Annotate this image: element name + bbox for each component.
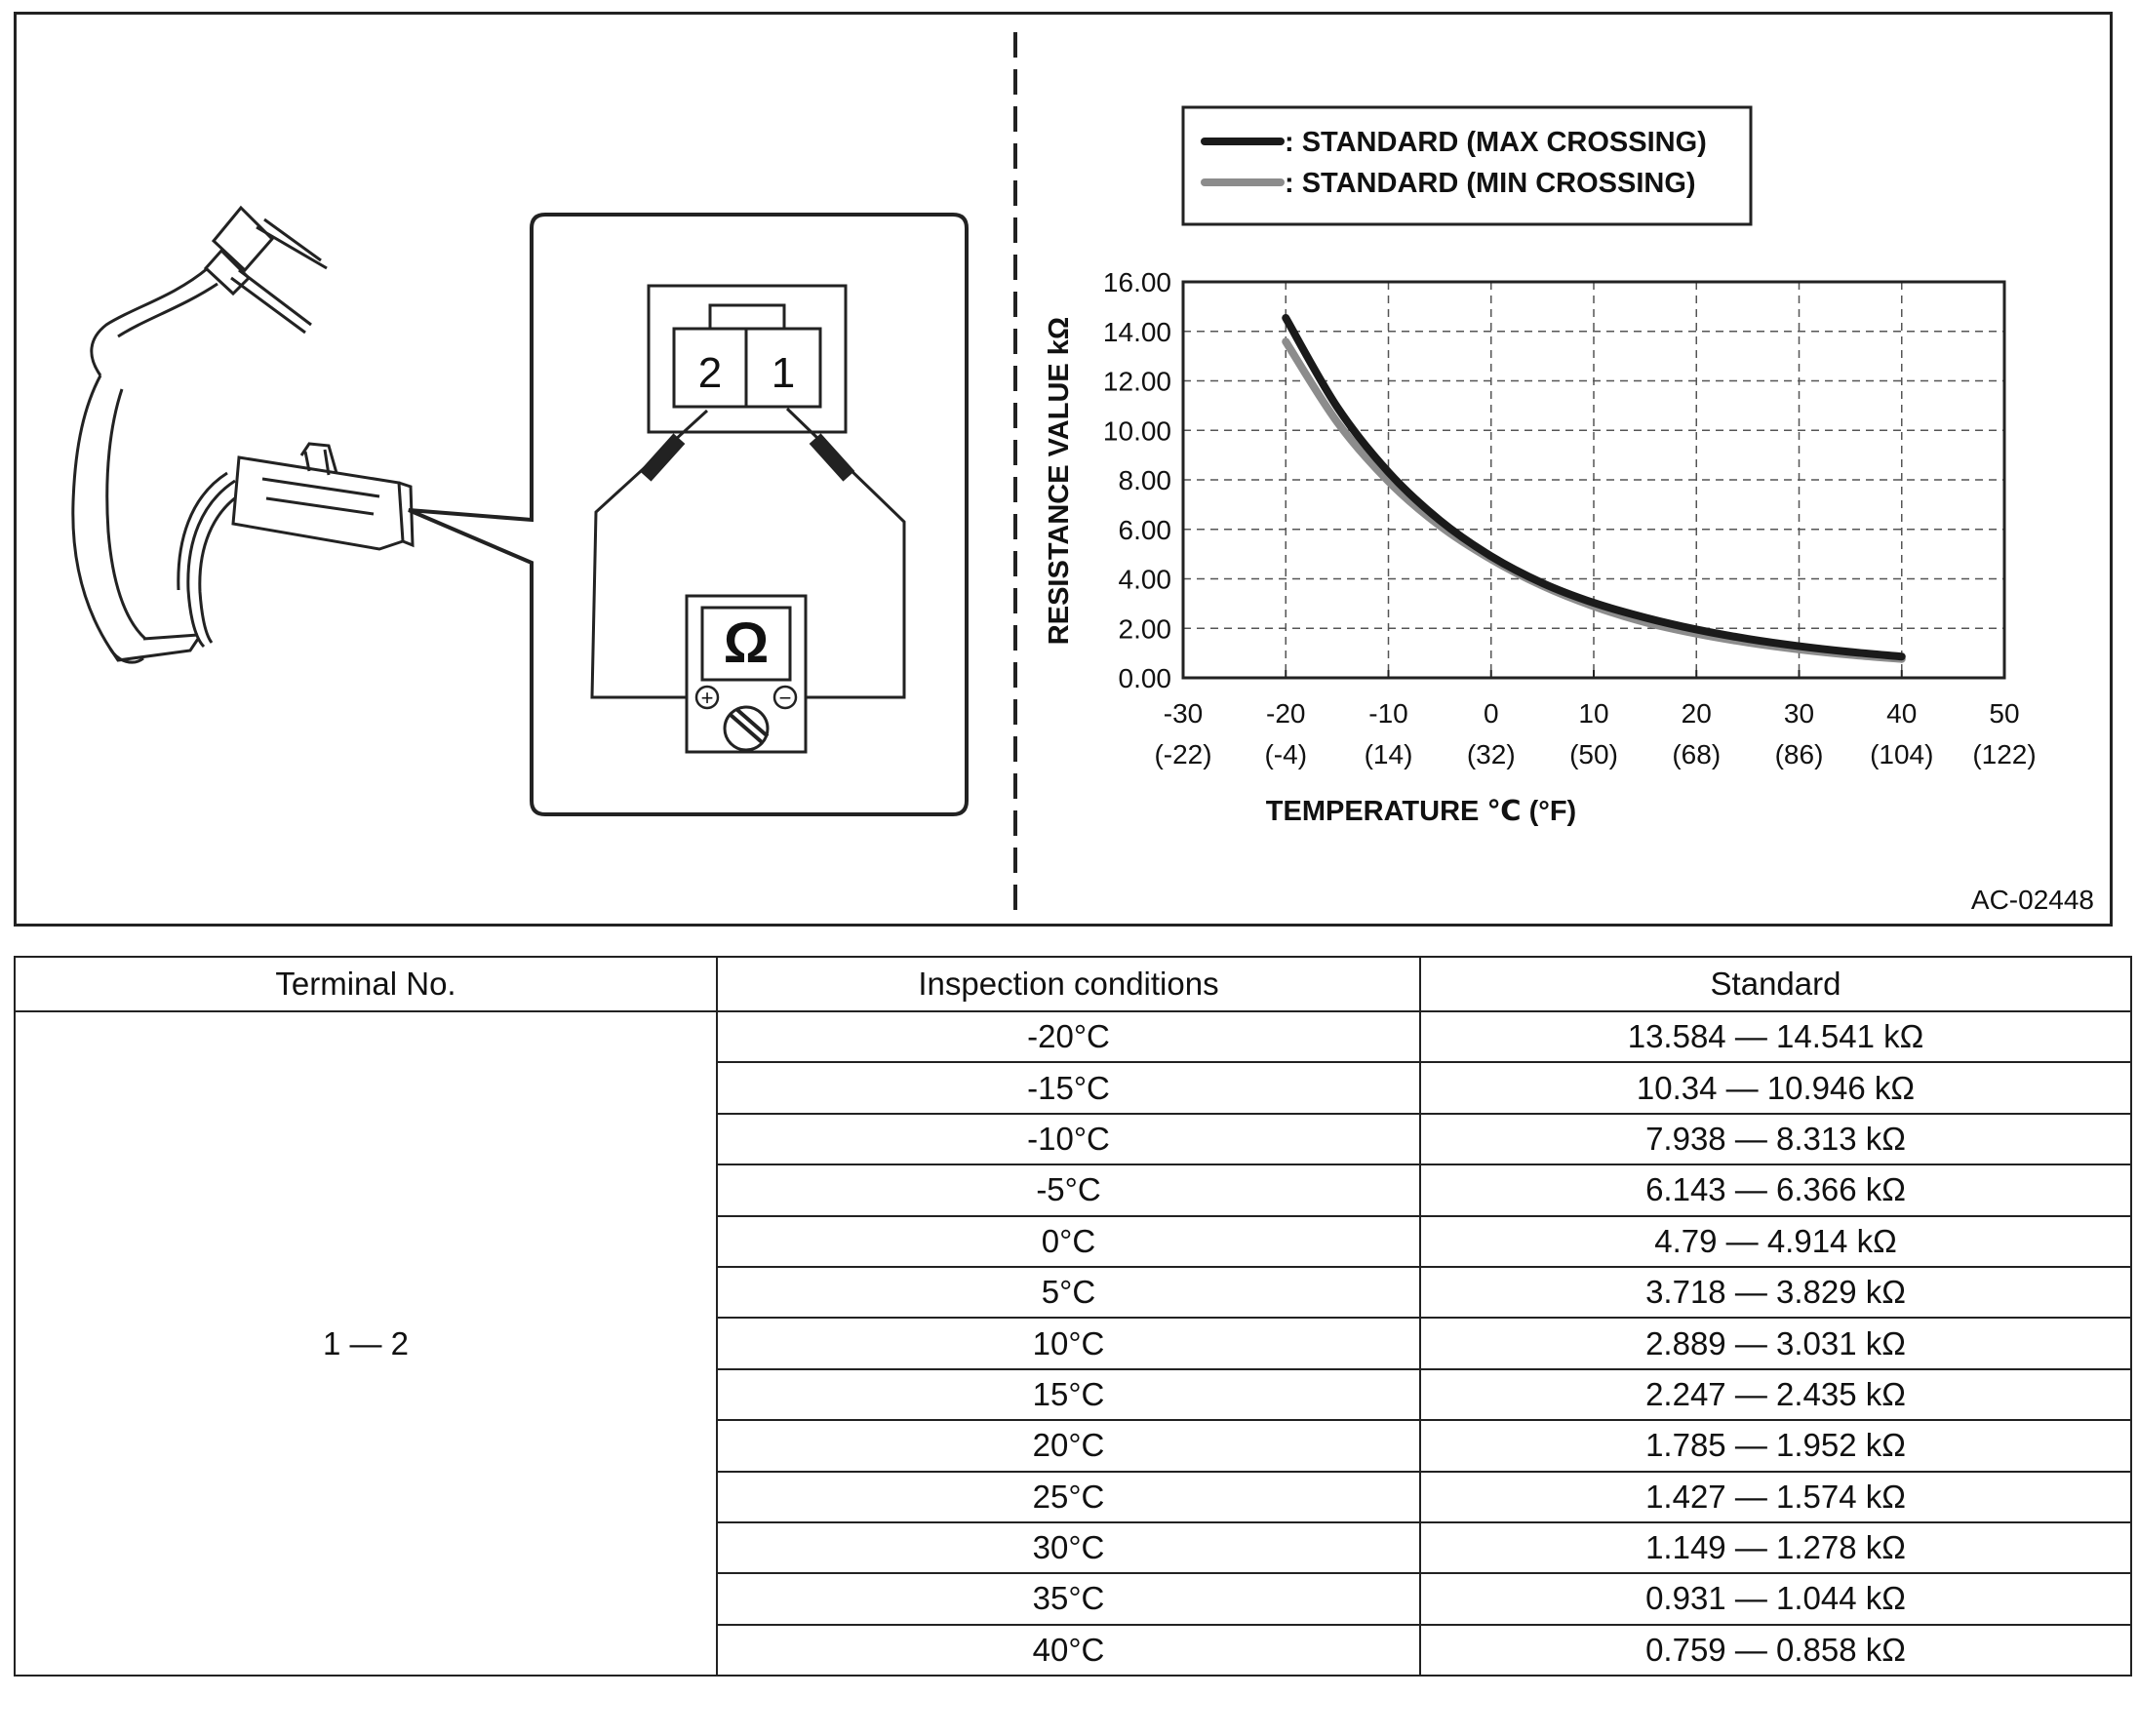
x-tick-label-f: (14) bbox=[1364, 739, 1413, 769]
x-tick-label-f: (122) bbox=[1972, 739, 2037, 769]
standard-cell: 2.247 — 2.435 kΩ bbox=[1420, 1369, 2131, 1420]
condition-cell: 30°C bbox=[717, 1522, 1420, 1573]
condition-cell: -15°C bbox=[717, 1062, 1420, 1113]
standard-cell: 7.938 — 8.313 kΩ bbox=[1420, 1114, 2131, 1164]
figure-code-label: AC-02448 bbox=[1970, 885, 2094, 915]
figure-panel bbox=[14, 12, 2113, 927]
x-tick-label-f: (68) bbox=[1672, 739, 1722, 769]
y-tick-label: 8.00 bbox=[1118, 465, 1171, 495]
x-tick-label-f: (50) bbox=[1569, 739, 1618, 769]
x-tick-label: 0 bbox=[1483, 698, 1499, 729]
figure-svg bbox=[17, 15, 2110, 924]
pin-1-label: 1 bbox=[771, 349, 796, 397]
condition-cell: 0°C bbox=[717, 1216, 1420, 1267]
x-tick-label-f: (104) bbox=[1870, 739, 1934, 769]
connector bbox=[649, 286, 846, 432]
y-tick-label: 0.00 bbox=[1118, 663, 1171, 693]
condition-cell: 40°C bbox=[717, 1625, 1420, 1676]
spec-table bbox=[14, 956, 2132, 1677]
y-tick-label: 14.00 bbox=[1102, 316, 1171, 347]
standard-cell: 1.785 — 1.952 kΩ bbox=[1420, 1420, 2131, 1471]
condition-cell: -20°C bbox=[717, 1011, 1420, 1062]
x-tick-label-f: (32) bbox=[1466, 739, 1516, 769]
standard-cell: 2.889 — 3.031 kΩ bbox=[1420, 1318, 2131, 1368]
standard-cell: 4.79 — 4.914 kΩ bbox=[1420, 1216, 2131, 1267]
condition-cell: -5°C bbox=[717, 1164, 1420, 1215]
condition-cell: 5°C bbox=[717, 1267, 1420, 1318]
standard-cell: 0.931 — 1.044 kΩ bbox=[1420, 1573, 2131, 1624]
y-axis-label: RESISTANCE VALUE kΩ bbox=[1044, 316, 1075, 646]
y-tick-label: 16.00 bbox=[1102, 267, 1171, 297]
y-tick-label: 6.00 bbox=[1118, 514, 1171, 545]
chart-ticks bbox=[1103, 267, 2037, 769]
y-tick-label: 10.00 bbox=[1102, 415, 1171, 447]
standard-cell: 6.143 — 6.366 kΩ bbox=[1420, 1164, 2131, 1215]
x-tick-label: 40 bbox=[1886, 698, 1918, 729]
table-row bbox=[15, 1011, 2131, 1062]
minus-sign: − bbox=[778, 686, 792, 710]
condition-cell: 20°C bbox=[717, 1420, 1420, 1471]
x-tick-label-f: (-22) bbox=[1154, 739, 1212, 769]
header-standard: Standard bbox=[1420, 957, 2131, 1011]
legend-label: : STANDARD (MAX CROSSING) bbox=[1285, 127, 1707, 158]
x-tick-label: 30 bbox=[1783, 698, 1815, 729]
x-tick-label: -20 bbox=[1266, 698, 1306, 729]
standard-cell: 1.149 — 1.278 kΩ bbox=[1420, 1522, 2131, 1573]
condition-cell: 25°C bbox=[717, 1472, 1420, 1522]
condition-cell: 15°C bbox=[717, 1369, 1420, 1420]
table-header-row bbox=[15, 957, 2131, 1011]
standard-cell: 13.584 — 14.541 kΩ bbox=[1420, 1011, 2131, 1062]
standard-cell: 1.427 — 1.574 kΩ bbox=[1420, 1472, 2131, 1522]
x-tick-label-f: (86) bbox=[1774, 739, 1824, 769]
condition-cell: 10°C bbox=[717, 1318, 1420, 1368]
x-tick-label: 20 bbox=[1681, 698, 1712, 729]
x-tick-label: 50 bbox=[1989, 698, 2020, 729]
y-tick-label: 2.00 bbox=[1118, 613, 1171, 645]
standard-cell: 0.759 — 0.858 kΩ bbox=[1420, 1625, 2131, 1676]
x-tick-label-f: (-4) bbox=[1264, 739, 1308, 769]
x-tick-label: -10 bbox=[1368, 698, 1408, 729]
pin-2-label: 2 bbox=[697, 349, 723, 397]
sensor-illustration bbox=[73, 208, 413, 662]
x-axis-label: TEMPERATURE ℃ (°F) bbox=[1265, 796, 1577, 827]
condition-cell: -10°C bbox=[717, 1114, 1420, 1164]
x-tick-label: 10 bbox=[1578, 698, 1609, 729]
y-tick-label: 12.00 bbox=[1102, 366, 1171, 397]
header-conditions: Inspection conditions bbox=[717, 957, 1420, 1011]
condition-cell: 35°C bbox=[717, 1573, 1420, 1624]
ohm-symbol: Ω bbox=[723, 612, 770, 675]
chart-legend bbox=[1183, 107, 1751, 224]
legend-label: : STANDARD (MIN CROSSING) bbox=[1285, 168, 1696, 199]
plus-sign: + bbox=[700, 686, 714, 710]
standard-cell: 10.34 — 10.946 kΩ bbox=[1420, 1062, 2131, 1113]
x-tick-label: -30 bbox=[1163, 698, 1204, 729]
chart-grid bbox=[1183, 282, 2004, 678]
header-terminal: Terminal No. bbox=[15, 957, 717, 1011]
terminal-cell: 1 — 2 bbox=[15, 1011, 717, 1676]
standard-cell: 3.718 — 3.829 kΩ bbox=[1420, 1267, 2131, 1318]
y-tick-label: 4.00 bbox=[1118, 564, 1171, 595]
